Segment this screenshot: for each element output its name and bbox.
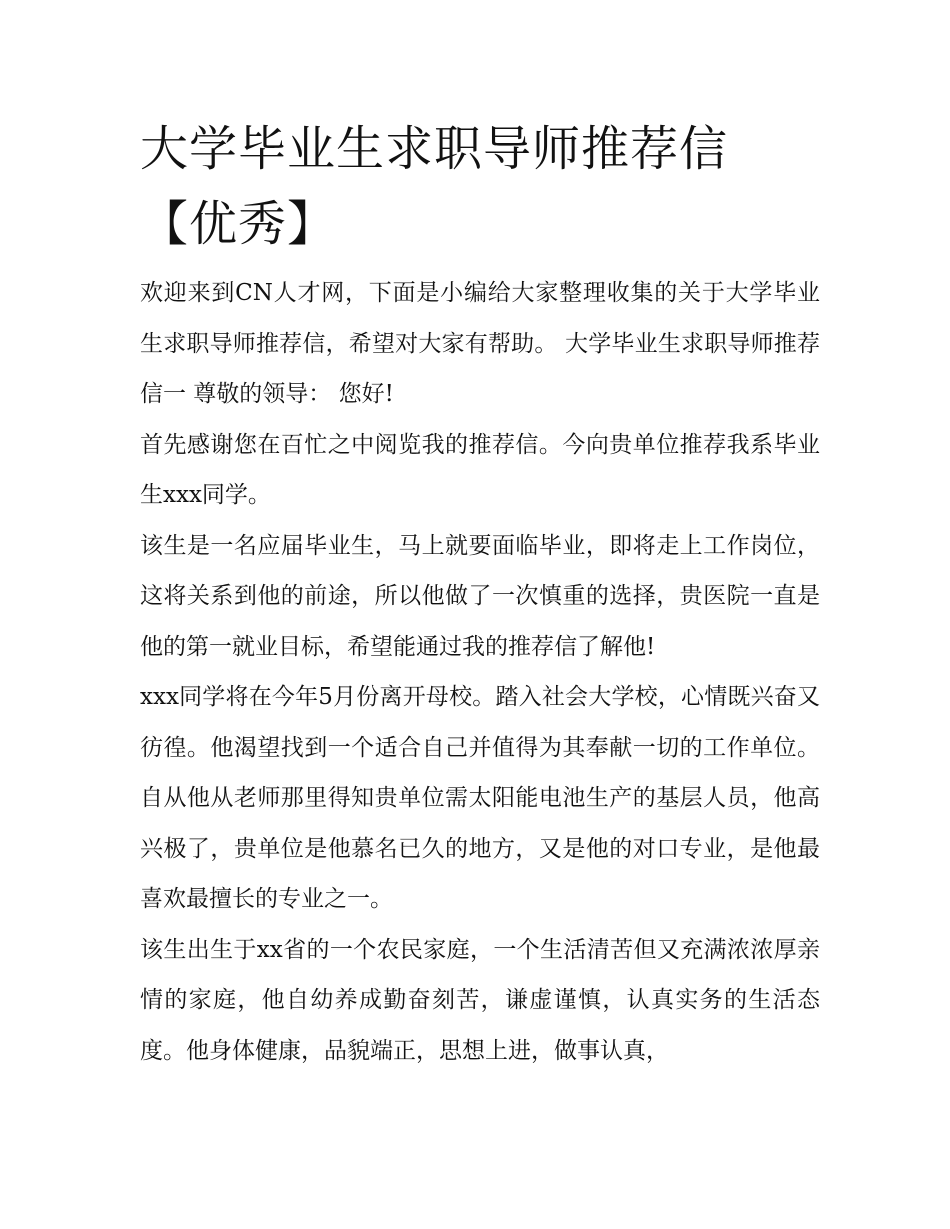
- paragraph-intro: 欢迎来到CN人才网，下面是小编给大家整理收集的关于大学毕业生求职导师推荐信，希望对大家有帮助。 大学毕业生求职导师推荐信一 尊敬的领导： 您好!: [140, 280, 820, 407]
- title-line-1: 大学毕业生求职导师推荐信: [140, 121, 729, 177]
- paragraph-thanks: 首先感谢您在百忙之中阅览我的推荐信。今向贵单位推荐我系毕业生xxx同学。: [140, 431, 820, 508]
- document-title: [140, 112, 820, 262]
- paragraph-background: 该生是一名应届毕业生，马上就要面临毕业，即将走上工作岗位，这将关系到他的前途，所以他做了一次慎重的选择，贵医院一直是他的第一就业目标，希望能通过我的推荐信了解他!: [140, 532, 820, 660]
- title-line-2: 【优秀】: [140, 196, 337, 252]
- paragraph-graduation: xxx同学将在今年5月份离开母校。踏入社会大学校，心情既兴奋又彷徨。他渴望找到一个适合自己并值得为其奉献一切的工作单位。自从他从老师那里得知贵单位需太阳能电池生产的基层人员，他高兴极了，贵单位是他慕名已久的地方，又是他的对口专业，是他最喜欢最擅长的专业之一。: [140, 684, 820, 912]
- paragraph-family: 该生出生于xx省的一个农民家庭，一个生活清苦但又充满浓浓厚亲情的家庭，他自幼养成勤奋刻苦，谦虚谨慎，认真实务的生活态度。他身体健康，品貌端正，思想上进，做事认真，: [140, 936, 820, 1064]
- document-body: [140, 112, 820, 1076]
